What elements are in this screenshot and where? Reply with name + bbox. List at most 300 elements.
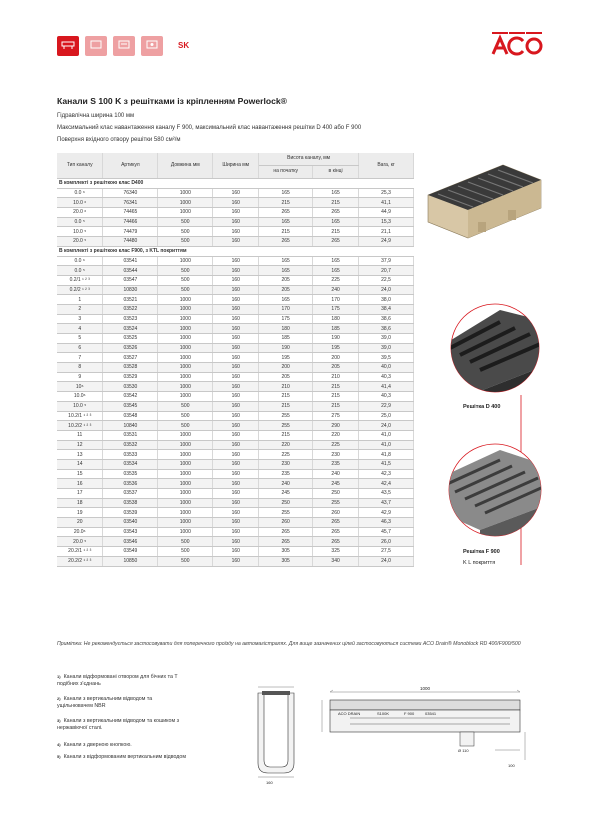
table-cell: 0.2/1 ¹ ² ³: [57, 275, 103, 285]
table-cell: 10.0 ⁵: [57, 227, 103, 237]
side-tag-2: S100K: [377, 711, 390, 716]
subtitle-line-3: Поверхня вхідного отвору решітки 580 см²/м: [57, 137, 181, 143]
page-title: Канали S 100 K з решітками із кріпленням Powerlock®: [57, 96, 287, 106]
table-cell: 03538: [103, 498, 158, 508]
table-cell: 0.2/2 ¹ ² ³: [57, 285, 103, 295]
table-cell: 255: [313, 498, 359, 508]
table-cell: 210: [259, 382, 313, 392]
table-cell: 240: [313, 469, 359, 479]
table-cell: 10.2/1 ¹ ² ³: [57, 411, 103, 421]
table-cell: 43,5: [359, 489, 414, 499]
table-section-row: [57, 179, 414, 189]
table-cell: 245: [259, 489, 313, 499]
header-height-end: в кінці: [313, 166, 359, 179]
table-cell: 03529: [103, 372, 158, 382]
table-cell: 245: [313, 479, 359, 489]
table-cell: 03542: [103, 392, 158, 402]
table-cell: 20.0⁶: [57, 527, 103, 537]
table-cell: 160: [213, 343, 259, 353]
table-section-row: [57, 246, 414, 256]
table-row: [57, 537, 414, 547]
table-cell: 160: [213, 518, 259, 528]
table-cell: 215: [259, 430, 313, 440]
table-row: [57, 469, 414, 479]
table-cell: 230: [259, 459, 313, 469]
table-cell: 160: [213, 314, 259, 324]
table-row: [57, 421, 414, 431]
table-cell: 1000: [158, 430, 213, 440]
table-cell: 40,3: [359, 372, 414, 382]
table-cell: 03545: [103, 401, 158, 411]
table-row: [57, 401, 414, 411]
table-cell: 10.0 ⁶: [57, 198, 103, 208]
table-cell: 21,1: [359, 227, 414, 237]
table-cell: 2: [57, 304, 103, 314]
table-cell: 250: [259, 498, 313, 508]
table-cell: 41,5: [359, 459, 414, 469]
table-cell: 16: [57, 479, 103, 489]
subtitle-line-2: Максимальний клас навантаження каналу F 900, максимальний клас навантаження решітки D 400 або F 900: [57, 125, 362, 131]
footnote-5: $^{5)}$ Канали з відформованим вертикальним відводом: [57, 754, 186, 760]
table-cell: 38,6: [359, 324, 414, 334]
table-cell: 03534: [103, 459, 158, 469]
table-cell: 160: [213, 324, 259, 334]
table-cell: 24,0: [359, 285, 414, 295]
table-cell: 205: [259, 285, 313, 295]
table-row: [57, 275, 414, 285]
table-cell: 185: [313, 324, 359, 334]
table-cell: 8: [57, 363, 103, 373]
table-cell: 230: [313, 450, 359, 460]
table-cell: 03532: [103, 440, 158, 450]
table-row: [57, 314, 414, 324]
table-cell: 1000: [158, 527, 213, 537]
table-cell: 265: [259, 527, 313, 537]
table-cell: 14: [57, 459, 103, 469]
table-cell: 275: [313, 411, 359, 421]
table-row: [57, 527, 414, 537]
table-cell: 03549: [103, 547, 158, 557]
table-cell: 500: [158, 285, 213, 295]
table-cell: 195: [313, 343, 359, 353]
table-cell: 10.0⁶: [57, 392, 103, 402]
table-cell: 03536: [103, 479, 158, 489]
table-cell: 1000: [158, 188, 213, 198]
table-cell: 1000: [158, 489, 213, 499]
table-cell: 190: [313, 334, 359, 344]
table-cell: 165: [313, 188, 359, 198]
table-cell: 160: [213, 304, 259, 314]
table-cell: 1000: [158, 382, 213, 392]
table-cell: 305: [259, 547, 313, 557]
label-grate-d400: Решітка D 400: [463, 404, 501, 410]
table-cell: 260: [313, 508, 359, 518]
table-cell: 40,0: [359, 363, 414, 373]
table-cell: 160: [213, 237, 259, 247]
table-cell: 10850: [103, 556, 158, 566]
table-cell: 170: [313, 295, 359, 305]
table-cell: 76340: [103, 188, 158, 198]
table-cell: 1000: [158, 353, 213, 363]
table-cell: 03522: [103, 304, 158, 314]
table-cell: 41,0: [359, 440, 414, 450]
header-height-group: Висота каналу, мм: [259, 153, 359, 166]
table-cell: 24,0: [359, 556, 414, 566]
table-cell: 03531: [103, 430, 158, 440]
table-cell: 39,5: [359, 353, 414, 363]
table-cell: 41,0: [359, 430, 414, 440]
table-cell: 43,7: [359, 498, 414, 508]
cross-section-drawing: [250, 685, 302, 780]
table-cell: 0.0 ⁶: [57, 256, 103, 266]
table-cell: 225: [313, 440, 359, 450]
table-cell: 20.2/2 ¹ ² ³: [57, 556, 103, 566]
table-cell: 500: [158, 537, 213, 547]
table-cell: 46,3: [359, 518, 414, 528]
table-cell: 10.0 ⁵: [57, 401, 103, 411]
table-cell: 10⁶: [57, 382, 103, 392]
table-cell: 500: [158, 411, 213, 421]
table-cell: 215: [313, 198, 359, 208]
dim-160: 160: [266, 780, 273, 785]
table-cell: 03525: [103, 334, 158, 344]
table-cell: 10840: [103, 421, 158, 431]
system-icon-4: [141, 36, 163, 56]
header-article: Артикул: [103, 153, 158, 179]
table-cell: 215: [259, 392, 313, 402]
table-row: [57, 411, 414, 421]
table-cell: 1000: [158, 518, 213, 528]
table-row: [57, 256, 414, 266]
table-cell: 215: [259, 227, 313, 237]
table-row: [57, 498, 414, 508]
table-cell: 03547: [103, 275, 158, 285]
table-row: [57, 479, 414, 489]
table-cell: 19: [57, 508, 103, 518]
table-cell: 215: [313, 401, 359, 411]
table-cell: 160: [213, 227, 259, 237]
table-cell: 205: [259, 372, 313, 382]
table-cell: 24,9: [359, 237, 414, 247]
table-cell: 03524: [103, 324, 158, 334]
table-row: [57, 547, 414, 557]
table-cell: 18: [57, 498, 103, 508]
table-cell: 7: [57, 353, 103, 363]
table-cell: 160: [213, 430, 259, 440]
table-cell: 500: [158, 227, 213, 237]
table-cell: 45,7: [359, 527, 414, 537]
table-cell: 160: [213, 440, 259, 450]
table-cell: 240: [259, 479, 313, 489]
table-cell: 160: [213, 527, 259, 537]
table-cell: 41,4: [359, 382, 414, 392]
table-cell: 160: [213, 556, 259, 566]
header-width: Ширина мм: [213, 153, 259, 179]
table-cell: 03521: [103, 295, 158, 305]
table-cell: 74479: [103, 227, 158, 237]
table-row: [57, 343, 414, 353]
table-cell: 160: [213, 421, 259, 431]
table-cell: 500: [158, 237, 213, 247]
table-row: [57, 266, 414, 276]
system-icon-2: [85, 36, 107, 56]
table-row: [57, 217, 414, 227]
table-cell: 200: [313, 353, 359, 363]
table-cell: 160: [213, 285, 259, 295]
table-cell: 1000: [158, 198, 213, 208]
table-cell: 175: [313, 304, 359, 314]
table-cell: 160: [213, 295, 259, 305]
table-cell: 1000: [158, 324, 213, 334]
table-cell: 17: [57, 489, 103, 499]
table-cell: 165: [313, 266, 359, 276]
table-cell: 265: [313, 518, 359, 528]
footnote-4: $^{4)}$ Канали з дверною кнопкою.: [57, 742, 132, 748]
table-cell: 160: [213, 382, 259, 392]
table-cell: 265: [313, 537, 359, 547]
table-cell: 165: [313, 256, 359, 266]
table-cell: 180: [259, 324, 313, 334]
table-cell: 215: [259, 198, 313, 208]
table-cell: 42,9: [359, 508, 414, 518]
table-cell: 0.0 ⁶: [57, 188, 103, 198]
table-cell: 42,3: [359, 469, 414, 479]
table-cell: 160: [213, 208, 259, 218]
table-cell: 215: [313, 392, 359, 402]
table-cell: 265: [259, 537, 313, 547]
table-cell: 03541: [103, 256, 158, 266]
table-cell: 225: [259, 450, 313, 460]
table-cell: 160: [213, 537, 259, 547]
table-cell: 160: [213, 479, 259, 489]
table-cell: 10830: [103, 285, 158, 295]
table-row: [57, 304, 414, 314]
product-table: [57, 153, 414, 567]
table-cell: 1: [57, 295, 103, 305]
table-cell: 160: [213, 353, 259, 363]
table-row: [57, 295, 414, 305]
table-cell: 20,7: [359, 266, 414, 276]
table-cell: 03548: [103, 411, 158, 421]
grate-d400-image: [440, 300, 550, 400]
table-cell: 215: [259, 401, 313, 411]
table-row: [57, 353, 414, 363]
aco-logo: [491, 30, 543, 56]
table-cell: 250: [313, 489, 359, 499]
table-cell: 160: [213, 401, 259, 411]
table-cell: 225: [313, 275, 359, 285]
table-cell: 03523: [103, 314, 158, 324]
table-cell: 20.0 ⁵: [57, 537, 103, 547]
table-cell: 15: [57, 469, 103, 479]
table-cell: 265: [313, 208, 359, 218]
note: Примітка: Не рекомендується застосовувати для поперечного проїзду на автомагістралях. Для вище зазначених цілей застосовуються системи ACO Drain® Monoblock RD 400/F900/500: [57, 641, 521, 647]
table-cell: 500: [158, 401, 213, 411]
table-cell: 1000: [158, 372, 213, 382]
table-cell: 1000: [158, 304, 213, 314]
side-tag-4: 03541: [425, 711, 437, 716]
table-row: [57, 208, 414, 218]
system-icon-3: [113, 36, 135, 56]
table-cell: 1000: [158, 440, 213, 450]
table-row: [57, 392, 414, 402]
table-cell: 500: [158, 547, 213, 557]
table-cell: 1000: [158, 256, 213, 266]
table-cell: 03526: [103, 343, 158, 353]
table-cell: 255: [259, 421, 313, 431]
table-cell: 27,5: [359, 547, 414, 557]
table-cell: 1000: [158, 469, 213, 479]
table-row: [57, 237, 414, 247]
table-cell: 03530: [103, 382, 158, 392]
table-cell: 165: [259, 217, 313, 227]
table-cell: 165: [259, 188, 313, 198]
table-cell: 20.0 ⁵: [57, 237, 103, 247]
table-cell: 6: [57, 343, 103, 353]
label-grate-f900: Решітка F 900: [463, 549, 500, 555]
table-cell: 38,4: [359, 304, 414, 314]
table-cell: 160: [213, 275, 259, 285]
table-cell: 74480: [103, 237, 158, 247]
table-cell: 325: [313, 547, 359, 557]
table-cell: 160: [213, 392, 259, 402]
table-row: [57, 334, 414, 344]
footnote-3: $^{3)}$ Канали з вертикальним відводом та кошиком з нержавіючої сталі.: [57, 718, 180, 732]
table-cell: 25,0: [359, 411, 414, 421]
table-cell: 03546: [103, 537, 158, 547]
table-cell: 1000: [158, 295, 213, 305]
table-cell: 26,0: [359, 537, 414, 547]
table-cell: 160: [213, 266, 259, 276]
table-cell: 160: [213, 256, 259, 266]
grate-f900-image: [440, 440, 550, 545]
table-cell: 1000: [158, 314, 213, 324]
table-cell: 1000: [158, 479, 213, 489]
table-row: [57, 459, 414, 469]
table-cell: 500: [158, 275, 213, 285]
table-cell: 03543: [103, 527, 158, 537]
label-ktl: K L покриття: [463, 560, 496, 566]
table-cell: 1000: [158, 459, 213, 469]
footnote-2: $^{2)}$ Канали з вертикальним відводом та ущільнювачем NBR: [57, 696, 153, 710]
table-cell: 03544: [103, 266, 158, 276]
table-cell: 1000: [158, 334, 213, 344]
table-cell: 160: [213, 498, 259, 508]
table-cell: 5: [57, 334, 103, 344]
table-cell: 03533: [103, 450, 158, 460]
table-row: [57, 508, 414, 518]
table-cell: 39,0: [359, 334, 414, 344]
table-row: [57, 382, 414, 392]
table-cell: 160: [213, 450, 259, 460]
table-cell: 160: [213, 489, 259, 499]
table-cell: 160: [213, 372, 259, 382]
table-cell: 265: [313, 237, 359, 247]
table-cell: 1000: [158, 508, 213, 518]
table-cell: 240: [313, 285, 359, 295]
table-cell: 03535: [103, 469, 158, 479]
table-cell: 40,3: [359, 392, 414, 402]
table-cell: 11: [57, 430, 103, 440]
table-cell: 0.0 ⁵: [57, 266, 103, 276]
table-cell: 160: [213, 411, 259, 421]
table-cell: 165: [259, 266, 313, 276]
table-cell: 44,9: [359, 208, 414, 218]
table-row: [57, 450, 414, 460]
table-cell: 1000: [158, 392, 213, 402]
table-cell: 76341: [103, 198, 158, 208]
table-cell: 03539: [103, 508, 158, 518]
table-cell: 160: [213, 459, 259, 469]
table-cell: 235: [313, 459, 359, 469]
side-tag-3: F 900: [404, 711, 415, 716]
table-cell: 340: [313, 556, 359, 566]
table-cell: 290: [313, 421, 359, 431]
table-row: [57, 227, 414, 237]
table-row: [57, 430, 414, 440]
table-cell: 160: [213, 334, 259, 344]
table-cell: 160: [213, 469, 259, 479]
table-cell: 160: [213, 547, 259, 557]
header-type: Тип каналу: [57, 153, 103, 179]
table-cell: 305: [259, 556, 313, 566]
table-row: [57, 518, 414, 528]
table-cell: 205: [313, 363, 359, 373]
table-cell: 235: [259, 469, 313, 479]
table-cell: 265: [259, 208, 313, 218]
table-cell: 220: [259, 440, 313, 450]
table-row: [57, 324, 414, 334]
table-cell: 180: [313, 314, 359, 324]
table-cell: 0.0 ⁵: [57, 217, 103, 227]
dim-hmin: Ø 110: [458, 748, 469, 753]
table-cell: 190: [259, 343, 313, 353]
side-tag-1: ACO DRAIN: [338, 711, 361, 716]
table-cell: 160: [213, 217, 259, 227]
table-cell: 1000: [158, 450, 213, 460]
table-cell: 10.2/2 ¹ ² ³: [57, 421, 103, 431]
table-cell: 20.0 ⁶: [57, 208, 103, 218]
table-cell: 265: [259, 237, 313, 247]
table-cell: 20.2/1 ¹ ² ³: [57, 547, 103, 557]
table-cell: 1000: [158, 498, 213, 508]
table-cell: 170: [259, 304, 313, 314]
table-cell: 255: [259, 508, 313, 518]
side-view-drawing: [320, 688, 530, 768]
table-cell: 03537: [103, 489, 158, 499]
table-cell: 200: [259, 363, 313, 373]
section-title: В комплекті з решіткою клас D400: [57, 179, 414, 189]
table-cell: 9: [57, 372, 103, 382]
header-height-start: на початку: [259, 166, 313, 179]
table-cell: 210: [313, 372, 359, 382]
table-cell: 175: [259, 314, 313, 324]
table-cell: 160: [213, 508, 259, 518]
table-cell: 38,0: [359, 295, 414, 305]
table-cell: 03528: [103, 363, 158, 373]
table-row: [57, 372, 414, 382]
table-cell: 500: [158, 217, 213, 227]
header-weight: Вага, кг: [359, 153, 414, 179]
table-cell: 215: [313, 382, 359, 392]
table-cell: 22,5: [359, 275, 414, 285]
dim-h: 100: [508, 763, 515, 768]
table-cell: 160: [213, 363, 259, 373]
table-cell: 500: [158, 421, 213, 431]
subtitle-line-1: Гідравлічна ширина 100 мм: [57, 113, 135, 119]
table-cell: 165: [259, 256, 313, 266]
footnote-1: $^{1)}$ Канали відформовані отвором для бічних та Т подібних з'єднань: [57, 674, 178, 688]
